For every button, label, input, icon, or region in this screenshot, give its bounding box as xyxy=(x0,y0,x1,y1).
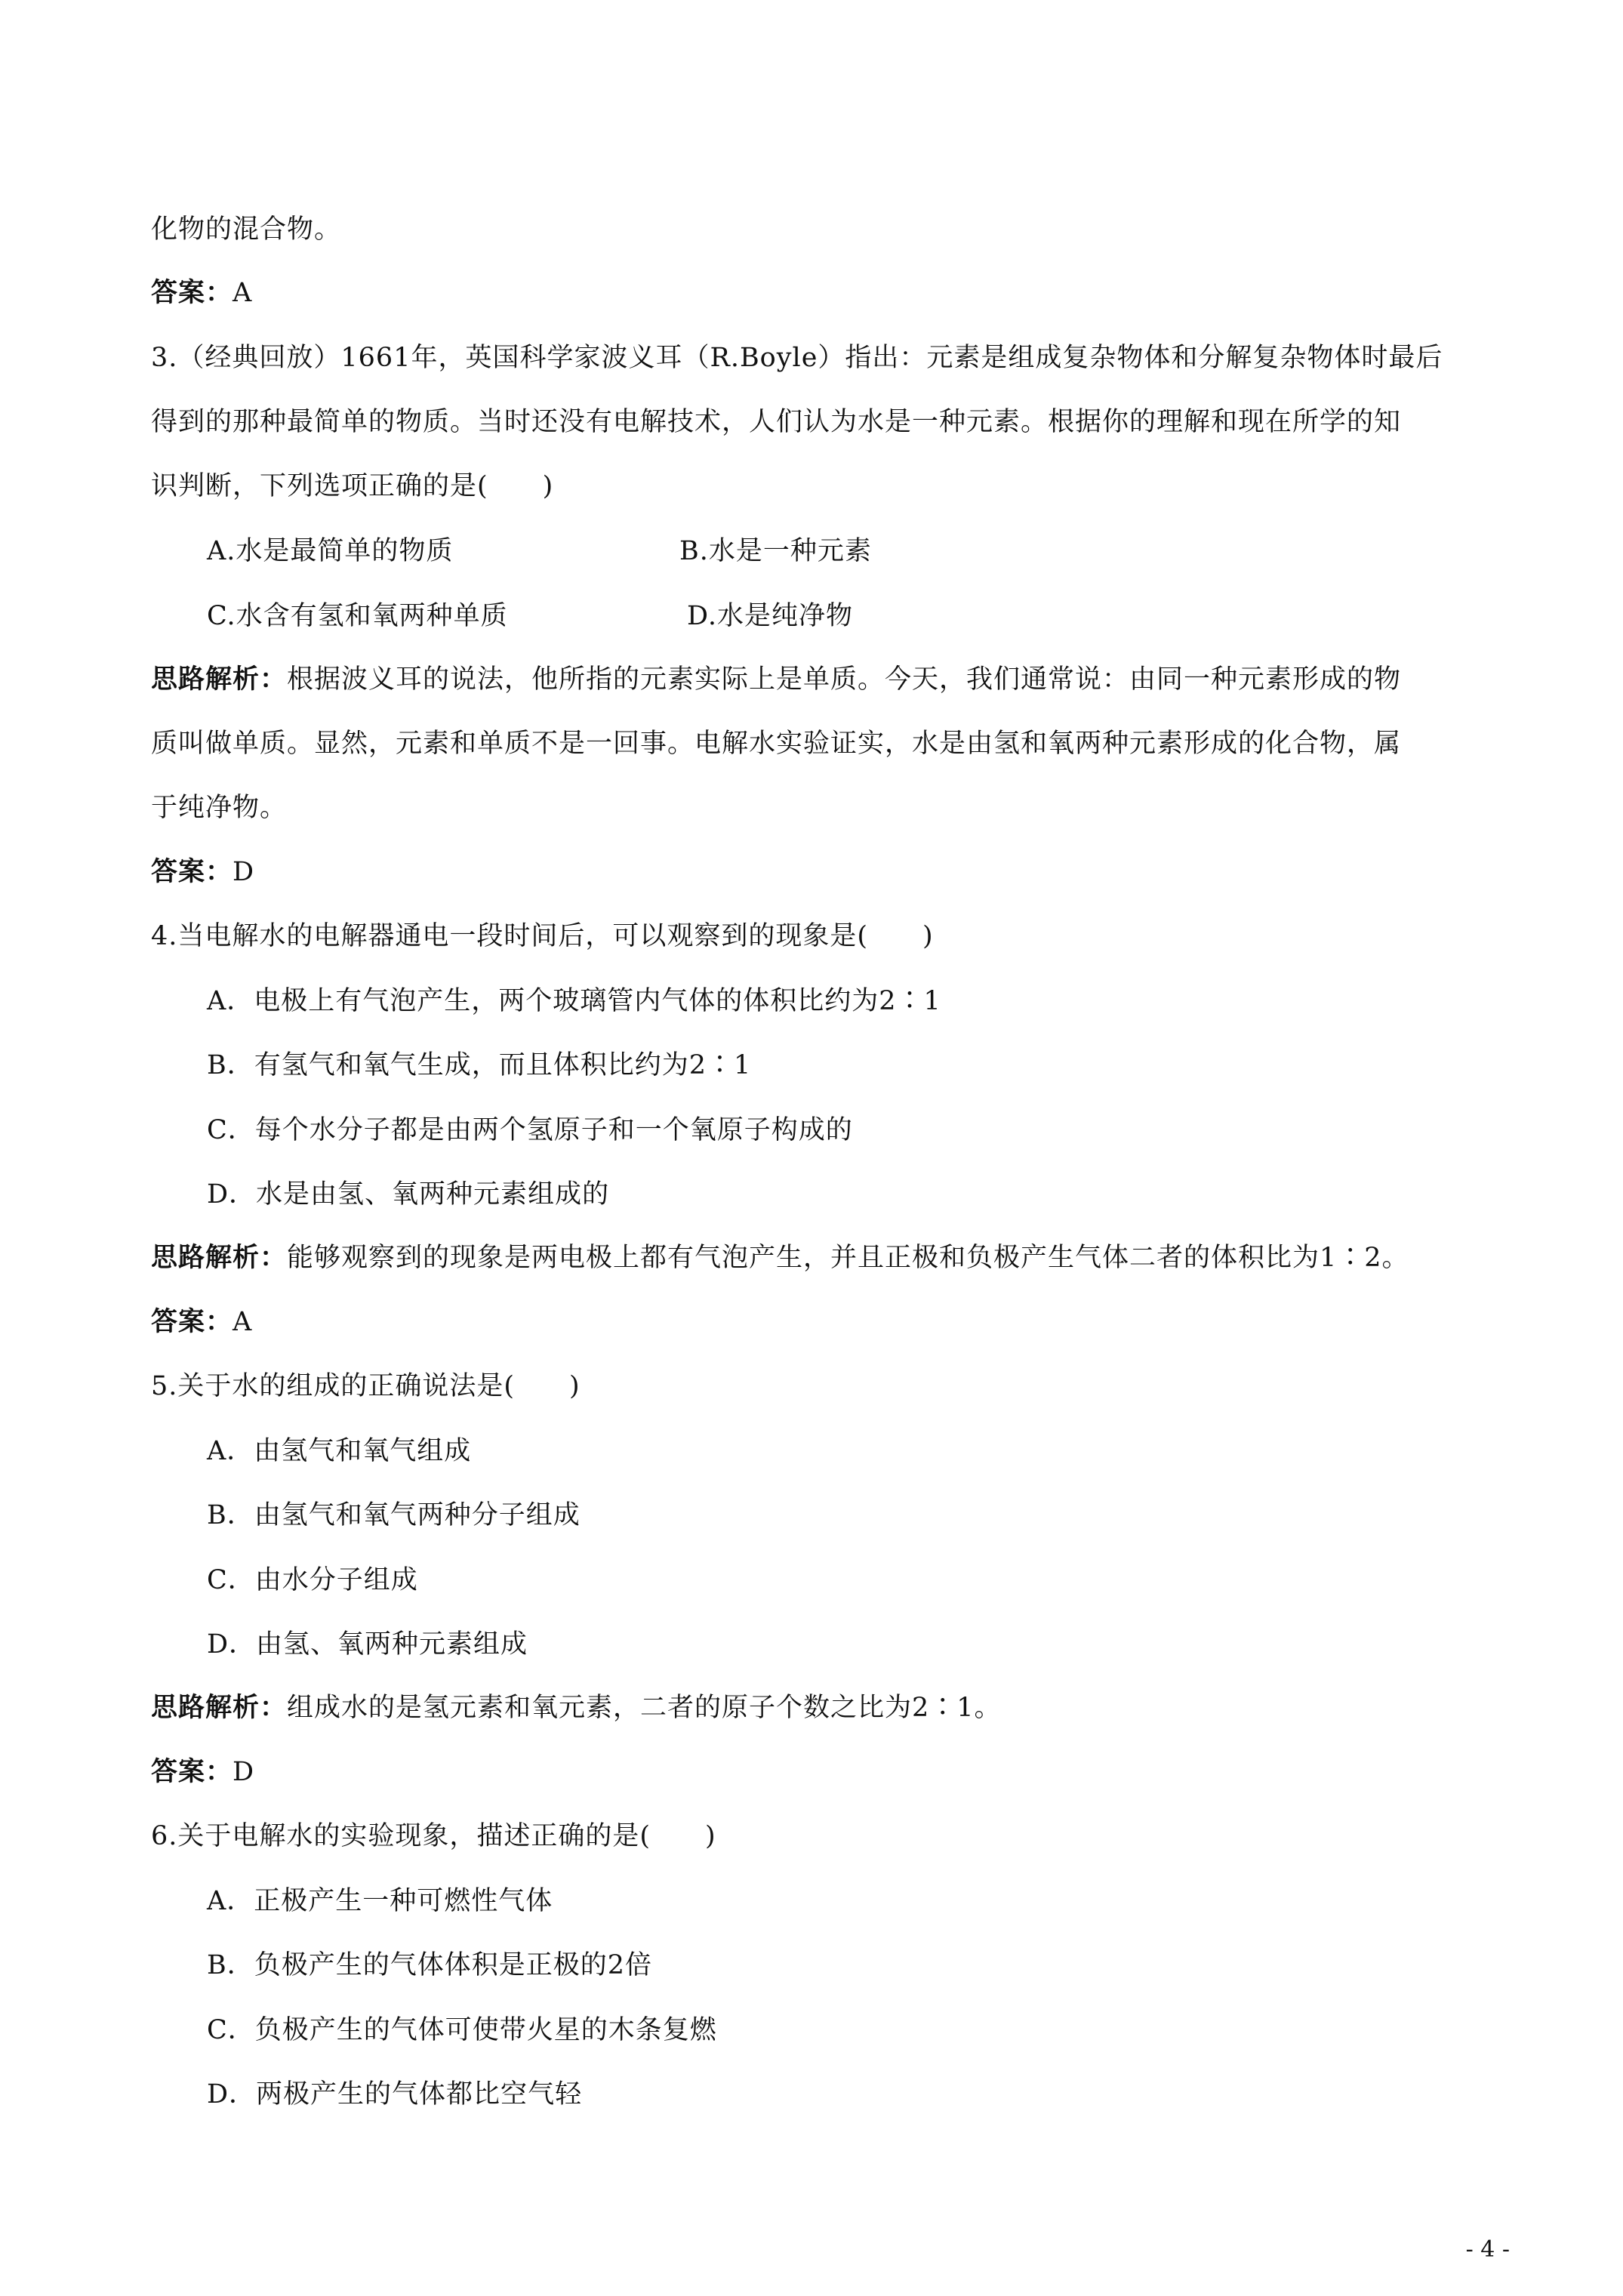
analysis-label: 思路解析： xyxy=(151,1693,288,1723)
q3-analysis-line3: 于纯净物。 xyxy=(151,793,288,823)
q6-stem: 6.关于电解水的实验现象，描述正确的是( ) xyxy=(151,1821,716,1851)
q2-answer xyxy=(151,275,252,311)
q4-analysis xyxy=(151,1240,1409,1276)
analysis-label: 思路解析： xyxy=(151,1243,288,1273)
q3-option-a: A.水是最简单的物质 xyxy=(207,536,454,566)
answer-label: 答案： xyxy=(151,1307,233,1337)
q6-option-a: A．正极产生一种可燃性气体 xyxy=(207,1886,553,1916)
analysis-label: 思路解析： xyxy=(151,664,288,695)
q4-option-d: D．水是由氢、氧两种元素组成的 xyxy=(207,1179,610,1210)
q6-option-d: D．两极产生的气体都比空气轻 xyxy=(207,2079,583,2110)
q3-answer xyxy=(151,854,254,890)
answer-label: 答案： xyxy=(151,857,233,887)
q5-option-d: D．由氢、氧两种元素组成 xyxy=(207,1629,528,1660)
q5-option-b: B．由氢气和氧气两种分子组成 xyxy=(207,1500,581,1530)
q3-option-d: D.水是纯净物 xyxy=(687,601,853,631)
q6-option-b: B．负极产生的气体体积是正极的2倍 xyxy=(207,1950,652,1980)
answer-value: A xyxy=(233,278,253,308)
q3-analysis-line1 xyxy=(151,661,1401,698)
analysis-text: 根据波义耳的说法，他所指的元素实际上是单质。今天，我们通常说：由同一种元素形成的物 xyxy=(287,664,1402,695)
q3-options-row1 xyxy=(207,533,872,569)
q2-tail-text: 化物的混合物。 xyxy=(151,214,342,245)
q3-option-b: B.水是一种元素 xyxy=(679,536,872,566)
q4-stem: 4.当电解水的电解器通电一段时间后，可以观察到的现象是( ) xyxy=(151,921,934,951)
q5-stem: 5.关于水的组成的正确说法是( ) xyxy=(151,1371,581,1401)
analysis-text: 组成水的是氢元素和氧元素，二者的原子个数之比为2∶1。 xyxy=(287,1693,1002,1723)
q3-stem-line1: 3.（经典回放）1661年，英国科学家波义耳（R.Boyle）指出：元素是组成复杂物体和分解复杂物体时最后 xyxy=(151,343,1443,373)
answer-label: 答案： xyxy=(151,1757,233,1787)
q5-answer xyxy=(151,1754,254,1790)
q3-stem-line2: 得到的那种最简单的物质。当时还没有电解技术，人们认为水是一种元素。根据你的理解和现在所学的知 xyxy=(151,407,1402,437)
q3-option-c: C.水含有氢和氧两种单质 xyxy=(207,601,508,631)
page-number: - 4 - xyxy=(1465,2236,1510,2263)
answer-value: A xyxy=(233,1307,253,1337)
answer-value: D xyxy=(233,857,255,887)
answer-label: 答案： xyxy=(151,278,233,308)
q3-analysis-line2: 质叫做单质。显然，元素和单质不是一回事。电解水实验证实，水是由氢和氧两种元素形成的化合物，属 xyxy=(151,729,1402,759)
answer-value: D xyxy=(233,1757,255,1787)
q4-option-b: B．有氢气和氧气生成，而且体积比约为2∶1 xyxy=(207,1050,752,1080)
analysis-text: 能够观察到的现象是两电极上都有气泡产生，并且正极和负极产生气体二者的体积比为1∶2。 xyxy=(287,1243,1409,1273)
q3-stem-line3: 识判断，下列选项正确的是( ) xyxy=(151,471,554,501)
q3-options-row2 xyxy=(207,598,853,634)
q5-option-c: C．由水分子组成 xyxy=(207,1565,418,1595)
q4-option-c: C．每个水分子都是由两个氢原子和一个氧原子构成的 xyxy=(207,1115,853,1145)
q4-option-a: A．电极上有气泡产生，两个玻璃管内气体的体积比约为2∶1 xyxy=(207,986,941,1016)
q6-option-c: C．负极产生的气体可使带火星的木条复燃 xyxy=(207,2015,717,2045)
q5-analysis xyxy=(151,1690,1002,1726)
q5-option-a: A．由氢气和氧气组成 xyxy=(207,1436,472,1466)
q4-answer xyxy=(151,1304,252,1340)
